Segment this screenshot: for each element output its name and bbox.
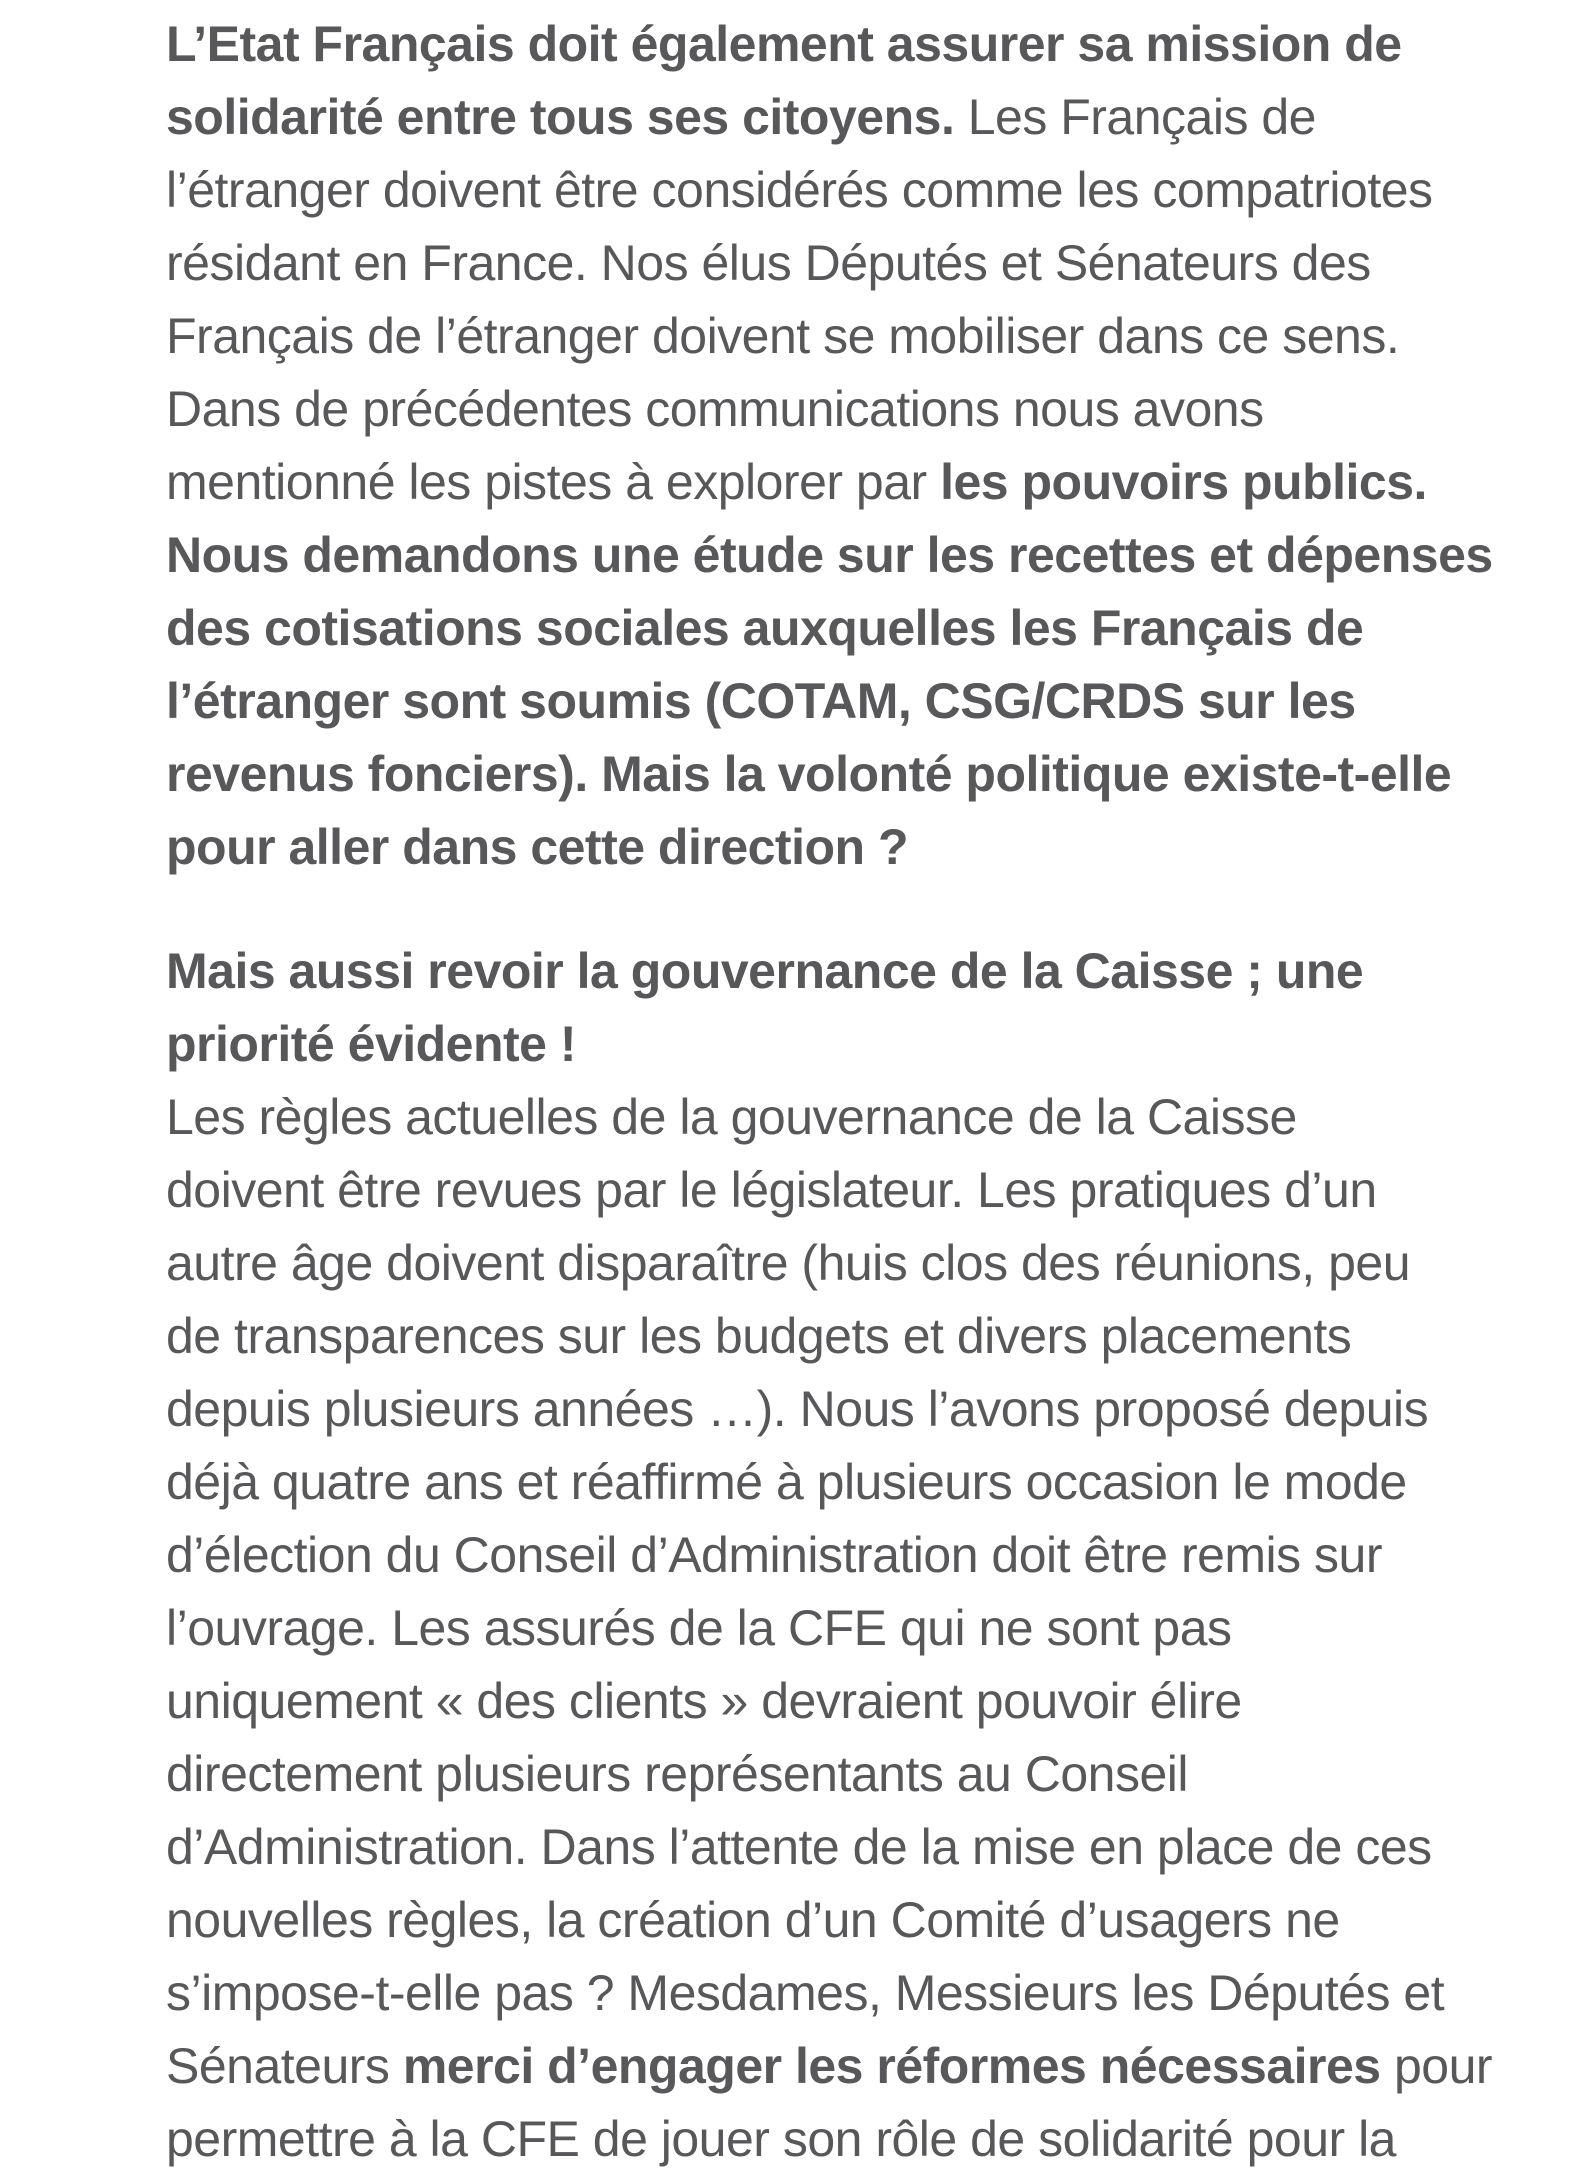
text-line — [166, 592, 1560, 665]
text-segment: nouvelles règles, la création d’un Comité d’usagers ne — [166, 1892, 1340, 1948]
text-line — [166, 811, 1560, 884]
text-segment: d’Administration. Dans l’attente de la mise en place de ces — [166, 1819, 1432, 1875]
text-line — [166, 1154, 1560, 1227]
text-segment: s’impose-t-elle pas ? Mesdames, Messieurs les Députés et — [166, 1965, 1445, 2021]
text-line — [166, 1300, 1560, 1373]
text-segment: autre âge doivent disparaître (huis clos des réunions, peu — [166, 1235, 1410, 1291]
text-segment: doivent être revues par le législateur. Les pratiques d’un — [166, 1162, 1377, 1218]
text-segment-bold: pour aller dans cette direction ? — [166, 819, 908, 875]
text-segment: l’ouvrage. Les assurés de la CFE qui ne sont pas — [166, 1600, 1232, 1656]
text-line — [166, 1957, 1560, 2030]
text-line — [166, 1592, 1560, 1665]
text-line — [166, 665, 1560, 738]
text-segment-bold: Nous demandons une étude sur les recettes et dépenses — [166, 527, 1493, 583]
text-segment: résidant en France. Nos élus Députés et Sénateurs des — [166, 235, 1371, 291]
text-segment-bold: Mais aussi revoir la gouvernance de la Caisse ; une — [166, 943, 1364, 999]
text-segment-bold: solidarité entre tous ses citoyens. — [166, 89, 955, 145]
text-line — [166, 1008, 1560, 1081]
text-line — [166, 1665, 1560, 1738]
text-line — [166, 935, 1560, 1008]
text-segment: depuis plusieurs années …). Nous l’avons proposé depuis — [166, 1381, 1429, 1437]
text-segment: mentionné les pistes à explorer par — [166, 454, 941, 510]
text-line — [166, 519, 1560, 592]
text-segment: d’élection du Conseil d’Administration doit être remis sur — [166, 1527, 1383, 1583]
text-segment: l’étranger doivent être considérés comme les compatriotes — [166, 162, 1433, 218]
text-line — [166, 1373, 1560, 1446]
text-segment: pour — [1380, 2038, 1493, 2094]
text-segment: déjà quatre ans et réaffirmé à plusieurs occasion le mode — [166, 1454, 1407, 1510]
text-line — [166, 1081, 1560, 1154]
text-segment-bold: les pouvoirs publics. — [940, 454, 1427, 510]
text-line — [166, 738, 1560, 811]
text-segment: permettre à la CFE de jouer son rôle de solidarité pour la — [166, 2111, 1396, 2167]
text-segment: Sénateurs — [166, 2038, 403, 2094]
text-segment-bold: merci d’engager les réformes nécessaires — [402, 2038, 1381, 2094]
text-line — [166, 373, 1560, 446]
text-segment: Français de l’étranger doivent se mobiliser dans ce sens. — [166, 308, 1400, 364]
text-line — [166, 8, 1560, 81]
text-segment-bold: revenus fonciers). Mais la volonté politique existe-t-elle — [166, 746, 1452, 802]
text-line — [166, 1884, 1560, 1957]
paragraph-solidarite — [166, 8, 1560, 884]
text-line — [166, 154, 1560, 227]
text-segment: uniquement « des clients » devraient pouvoir élire — [166, 1673, 1242, 1729]
text-line — [166, 1519, 1560, 1592]
text-line — [166, 1738, 1560, 1811]
text-line — [166, 227, 1560, 300]
text-segment-bold: priorité évidente ! — [166, 1016, 577, 1072]
text-segment: de transparences sur les budgets et divers placements — [166, 1308, 1352, 1364]
text-line — [166, 2103, 1560, 2176]
text-segment: Dans de précédentes communications nous avons — [166, 381, 1264, 437]
text-segment-bold: L’Etat Français doit également assurer sa mission de — [166, 16, 1402, 72]
text-segment-bold: des cotisations sociales auxquelles les Français de — [166, 600, 1364, 656]
text-line — [166, 2030, 1560, 2103]
text-line — [166, 1227, 1560, 1300]
text-line — [166, 81, 1560, 154]
text-line — [166, 300, 1560, 373]
text-segment-bold: l’étranger sont soumis (COTAM, CSG/CRDS sur les — [166, 673, 1356, 729]
text-segment: directement plusieurs représentants au Conseil — [166, 1746, 1188, 1802]
text-segment: Les Français de — [954, 89, 1316, 145]
text-line — [166, 1811, 1560, 1884]
text-line — [166, 446, 1560, 519]
paragraph-gouvernance — [166, 935, 1560, 2176]
text-segment: Les règles actuelles de la gouvernance de la Caisse — [166, 1089, 1297, 1145]
text-line — [166, 1446, 1560, 1519]
